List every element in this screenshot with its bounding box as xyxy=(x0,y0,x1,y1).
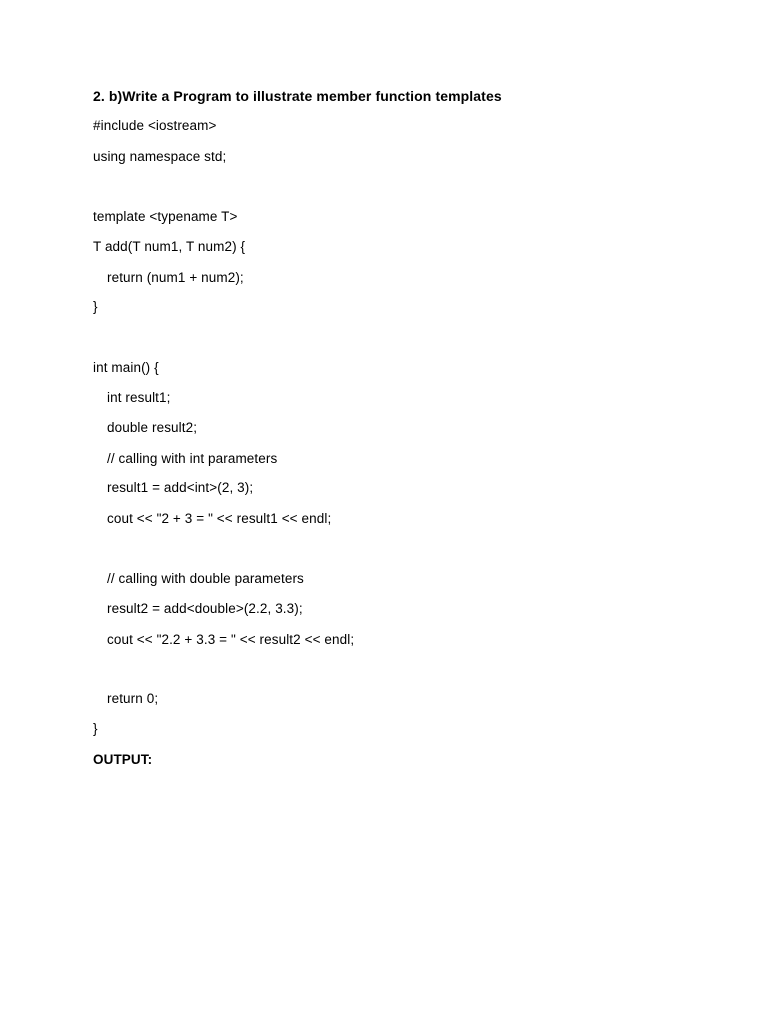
code-line-comment-int: // calling with int parameters xyxy=(107,451,278,466)
code-line-include: #include <iostream> xyxy=(93,118,217,133)
code-line-comment-double: // calling with double parameters xyxy=(107,571,304,586)
code-line-cout-double: cout << "2.2 + 3.3 = " << result2 << endl; xyxy=(107,632,355,647)
code-line-add-signature: T add(T num1, T num2) { xyxy=(93,239,246,254)
code-line-return-sum: return (num1 + num2); xyxy=(107,270,244,285)
code-line-cout-int: cout << "2 + 3 = " << result1 << endl; xyxy=(107,511,332,526)
code-line-main: int main() { xyxy=(93,360,159,375)
code-line-result2-assign: result2 = add<double>(2.2, 3.3); xyxy=(107,601,303,616)
code-line-main-close: } xyxy=(93,721,98,736)
code-line-close-brace: } xyxy=(93,299,98,314)
heading: 2. b)Write a Program to illustrate member function templates xyxy=(93,88,502,104)
code-line-return-zero: return 0; xyxy=(107,691,159,706)
code-line-result1-assign: result1 = add<int>(2, 3); xyxy=(107,480,254,495)
code-line-result1-decl: int result1; xyxy=(107,390,171,405)
output-label: OUTPUT: xyxy=(93,752,153,767)
code-line-namespace: using namespace std; xyxy=(93,149,227,164)
code-line-template: template <typename T> xyxy=(93,209,238,224)
code-line-result2-decl: double result2; xyxy=(107,420,198,435)
